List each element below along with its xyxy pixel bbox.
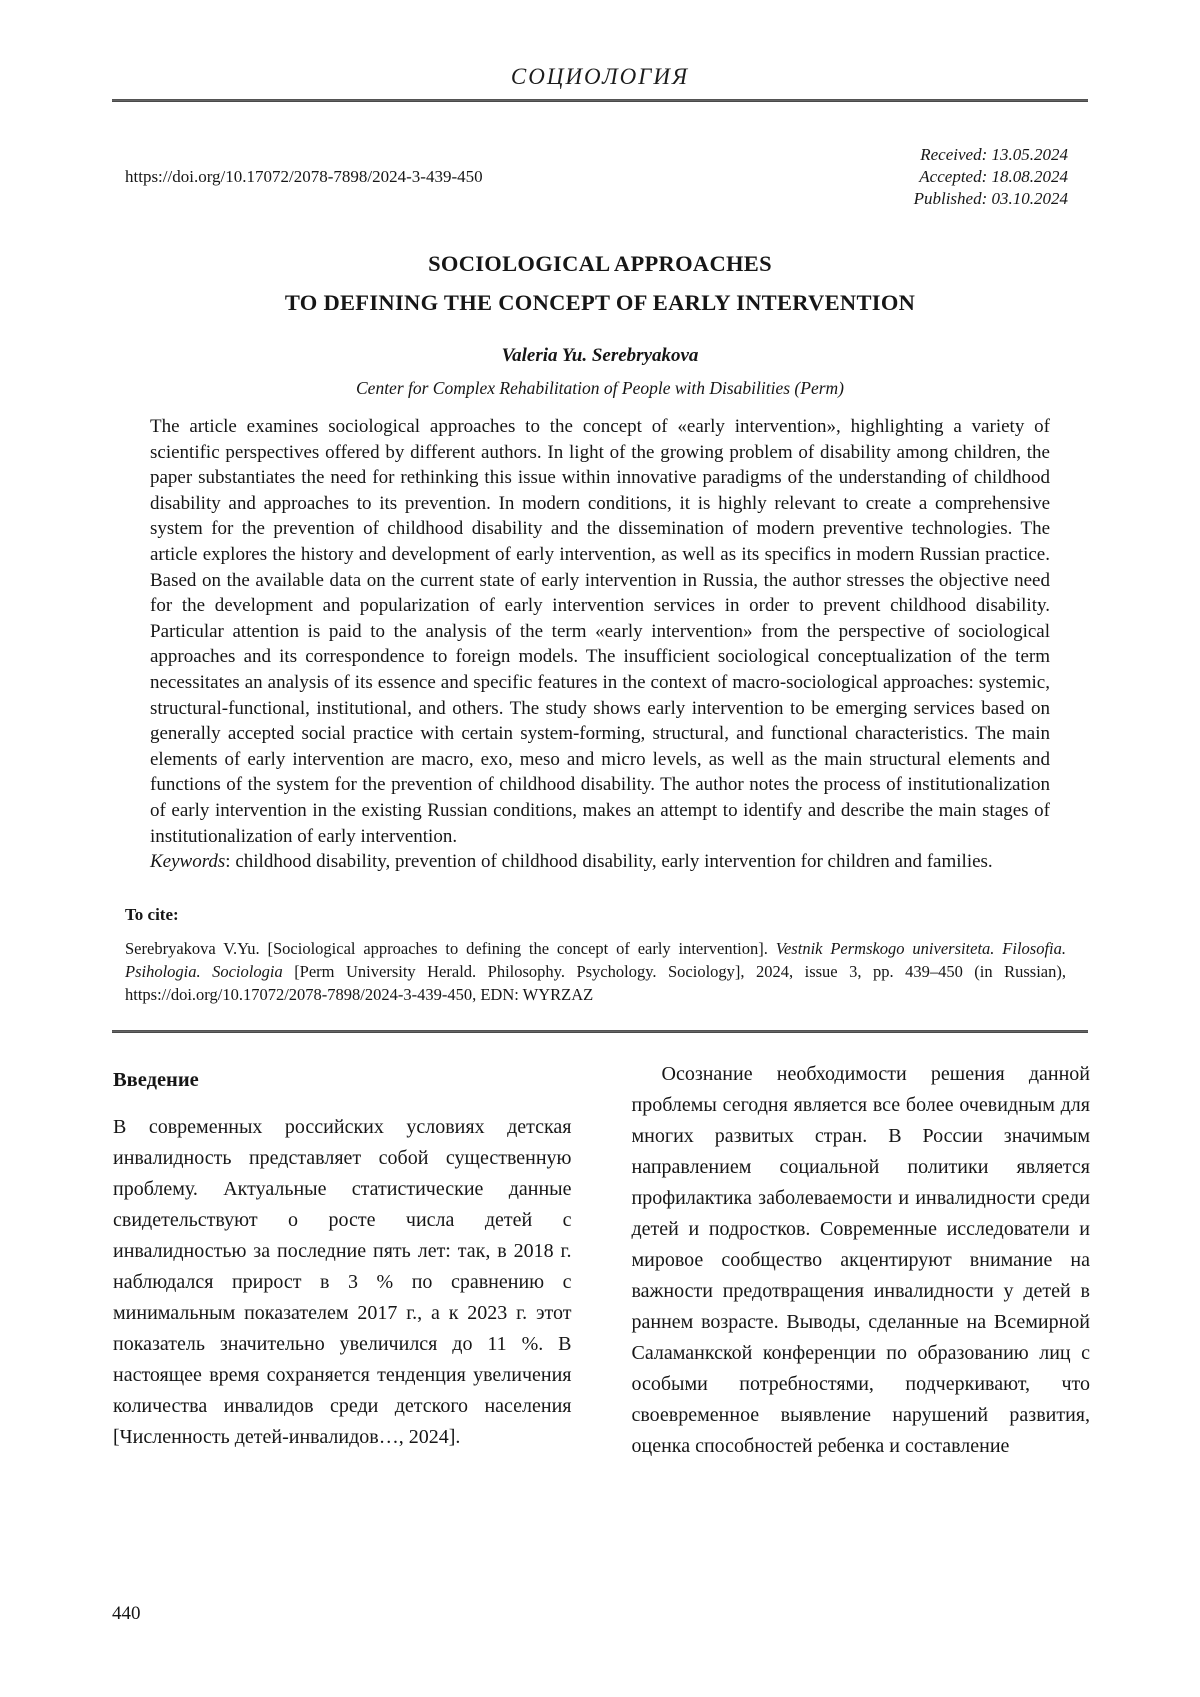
right-column-paragraph: Осознание необходимости решения данной проблемы сегодня является все более очевидным для многих развитых стран. В России значимым направлением социальной политики является профилактика заболеваемости и инвалидности среди детей и подростков. Современные исследователи и мировое сообщество акцентируют внимание на важности предотвращения инвалидности у детей в раннем возрасте. Выводы, сделанные на Всемирной Саламанкской конференции по образованию лиц с особыми потребностями, подчеркивают, что своевременное выявление нарушений развития, оценка способностей ребенка и составление xyxy=(631,1062,1090,1457)
article-title-line-2: TO DEFINING THE CONCEPT OF EARLY INTERVENTION xyxy=(284,290,916,315)
citation-journal-name: Vestnik Permskogo universiteta. Filosofia. Psihologia. Sociologia xyxy=(125,938,1067,981)
citation-text xyxy=(125,937,1066,1006)
accepted-date: Accepted: 18.08.2024 xyxy=(919,167,1068,186)
keywords xyxy=(150,849,1050,875)
published-date: Published: 03.10.2024 xyxy=(913,189,1068,208)
header-rule xyxy=(112,99,1088,102)
received-date: Received: 13.05.2024 xyxy=(920,145,1068,164)
keywords-label: Keywords xyxy=(150,851,226,873)
abstract-text: The article examines sociological approaches to the concept of «early intervention», highlighting a variety of scientific perspectives offered by different authors. In light of the growing problem of disability among children, the paper substantiates the need for rethinking this issue within innovative paradigms of the understanding of childhood disability and approaches to its prevention. In modern conditions, it is highly relevant to create a comprehensive system for the prevention of childhood disability and the dissemination of modern preventive technologies. The article explores the history and development of early intervention, as well as its specifics in modern Russian practice. Based on the available data on the current state of early intervention in Russia, the author stresses the objective need for the development and popularization of early intervention services in order to prevent childhood disability. Particular attention is paid to the analysis of the term «early intervention» from the perspective of sociological approaches and its correspondence to foreign models. The insufficient sociological conceptualization of the term necessitates an analysis of its essence and specific features in the context of macro-sociological approaches: systemic, structural-functional, institutional, and others. The study shows early intervention to be emerging services based on generally accepted social practice with certain system-forming, structural, and functional characteristics. The main elements of early intervention are macro, exo, meso and micro levels, as well as the main structural elements and functions of the system for the prevention of childhood disability. The author notes the process of institutionalization of early intervention in the existing Russian conditions, makes an attempt to identify and describe the main stages of institutionalization of early intervention. xyxy=(150,416,1050,847)
citation-part2: [Perm University Herald. Philosophy. Psychology. Sociology], 2024, issue 3, pp. 439–450 (in Russian), https://doi.org/10.17072/2078-7898/2024-3-439-450, EDN: WYRZAZ xyxy=(125,961,1066,1004)
page-number: 440 xyxy=(112,1603,141,1624)
author-name: Valeria Yu. Serebryakova xyxy=(501,345,699,366)
dates-block xyxy=(914,144,1068,210)
journal-section-header: СОЦИОЛОГИЯ xyxy=(510,64,690,89)
right-column xyxy=(632,1059,1091,1462)
article-title-line-1: SOCIOLOGICAL APPROACHES xyxy=(428,251,772,276)
citation-part1: Serebryakova V.Yu. [Sociological approaches to defining the concept of early intervention]. xyxy=(125,938,776,958)
meta-row xyxy=(125,144,1068,210)
affiliation: Center for Complex Rehabilitation of People with Disabilities (Perm) xyxy=(356,378,844,398)
divider-rule xyxy=(112,1030,1088,1033)
article-title xyxy=(0,244,1200,322)
to-cite-heading: To cite: xyxy=(125,904,179,924)
intro-paragraph: В современных российских условиях детская инвалидность представляет собой существенную проблему. Актуальные статистические данные свидетельствуют о росте числа детей с инвалидностью за последние пять лет: так, в 2018 г. наблюдался прирост в 3 % по сравнению с минимальным показателем 2017 г., а к 2023 г. этот показатель значительно увеличился до 11 %. В настоящее время сохраняется тенденция увеличения количества инвалидов среди детского населения [Численность детей-инвалидов…, 2024]. xyxy=(113,1115,572,1448)
doi-text: https://doi.org/10.17072/2078-7898/2024-3-439-450 xyxy=(125,167,483,186)
body-columns xyxy=(113,1059,1090,1462)
left-column xyxy=(113,1059,572,1462)
keywords-text: : childhood disability, prevention of childhood disability, early intervention for children and families. xyxy=(225,851,993,873)
intro-heading: Введение xyxy=(113,1068,199,1091)
